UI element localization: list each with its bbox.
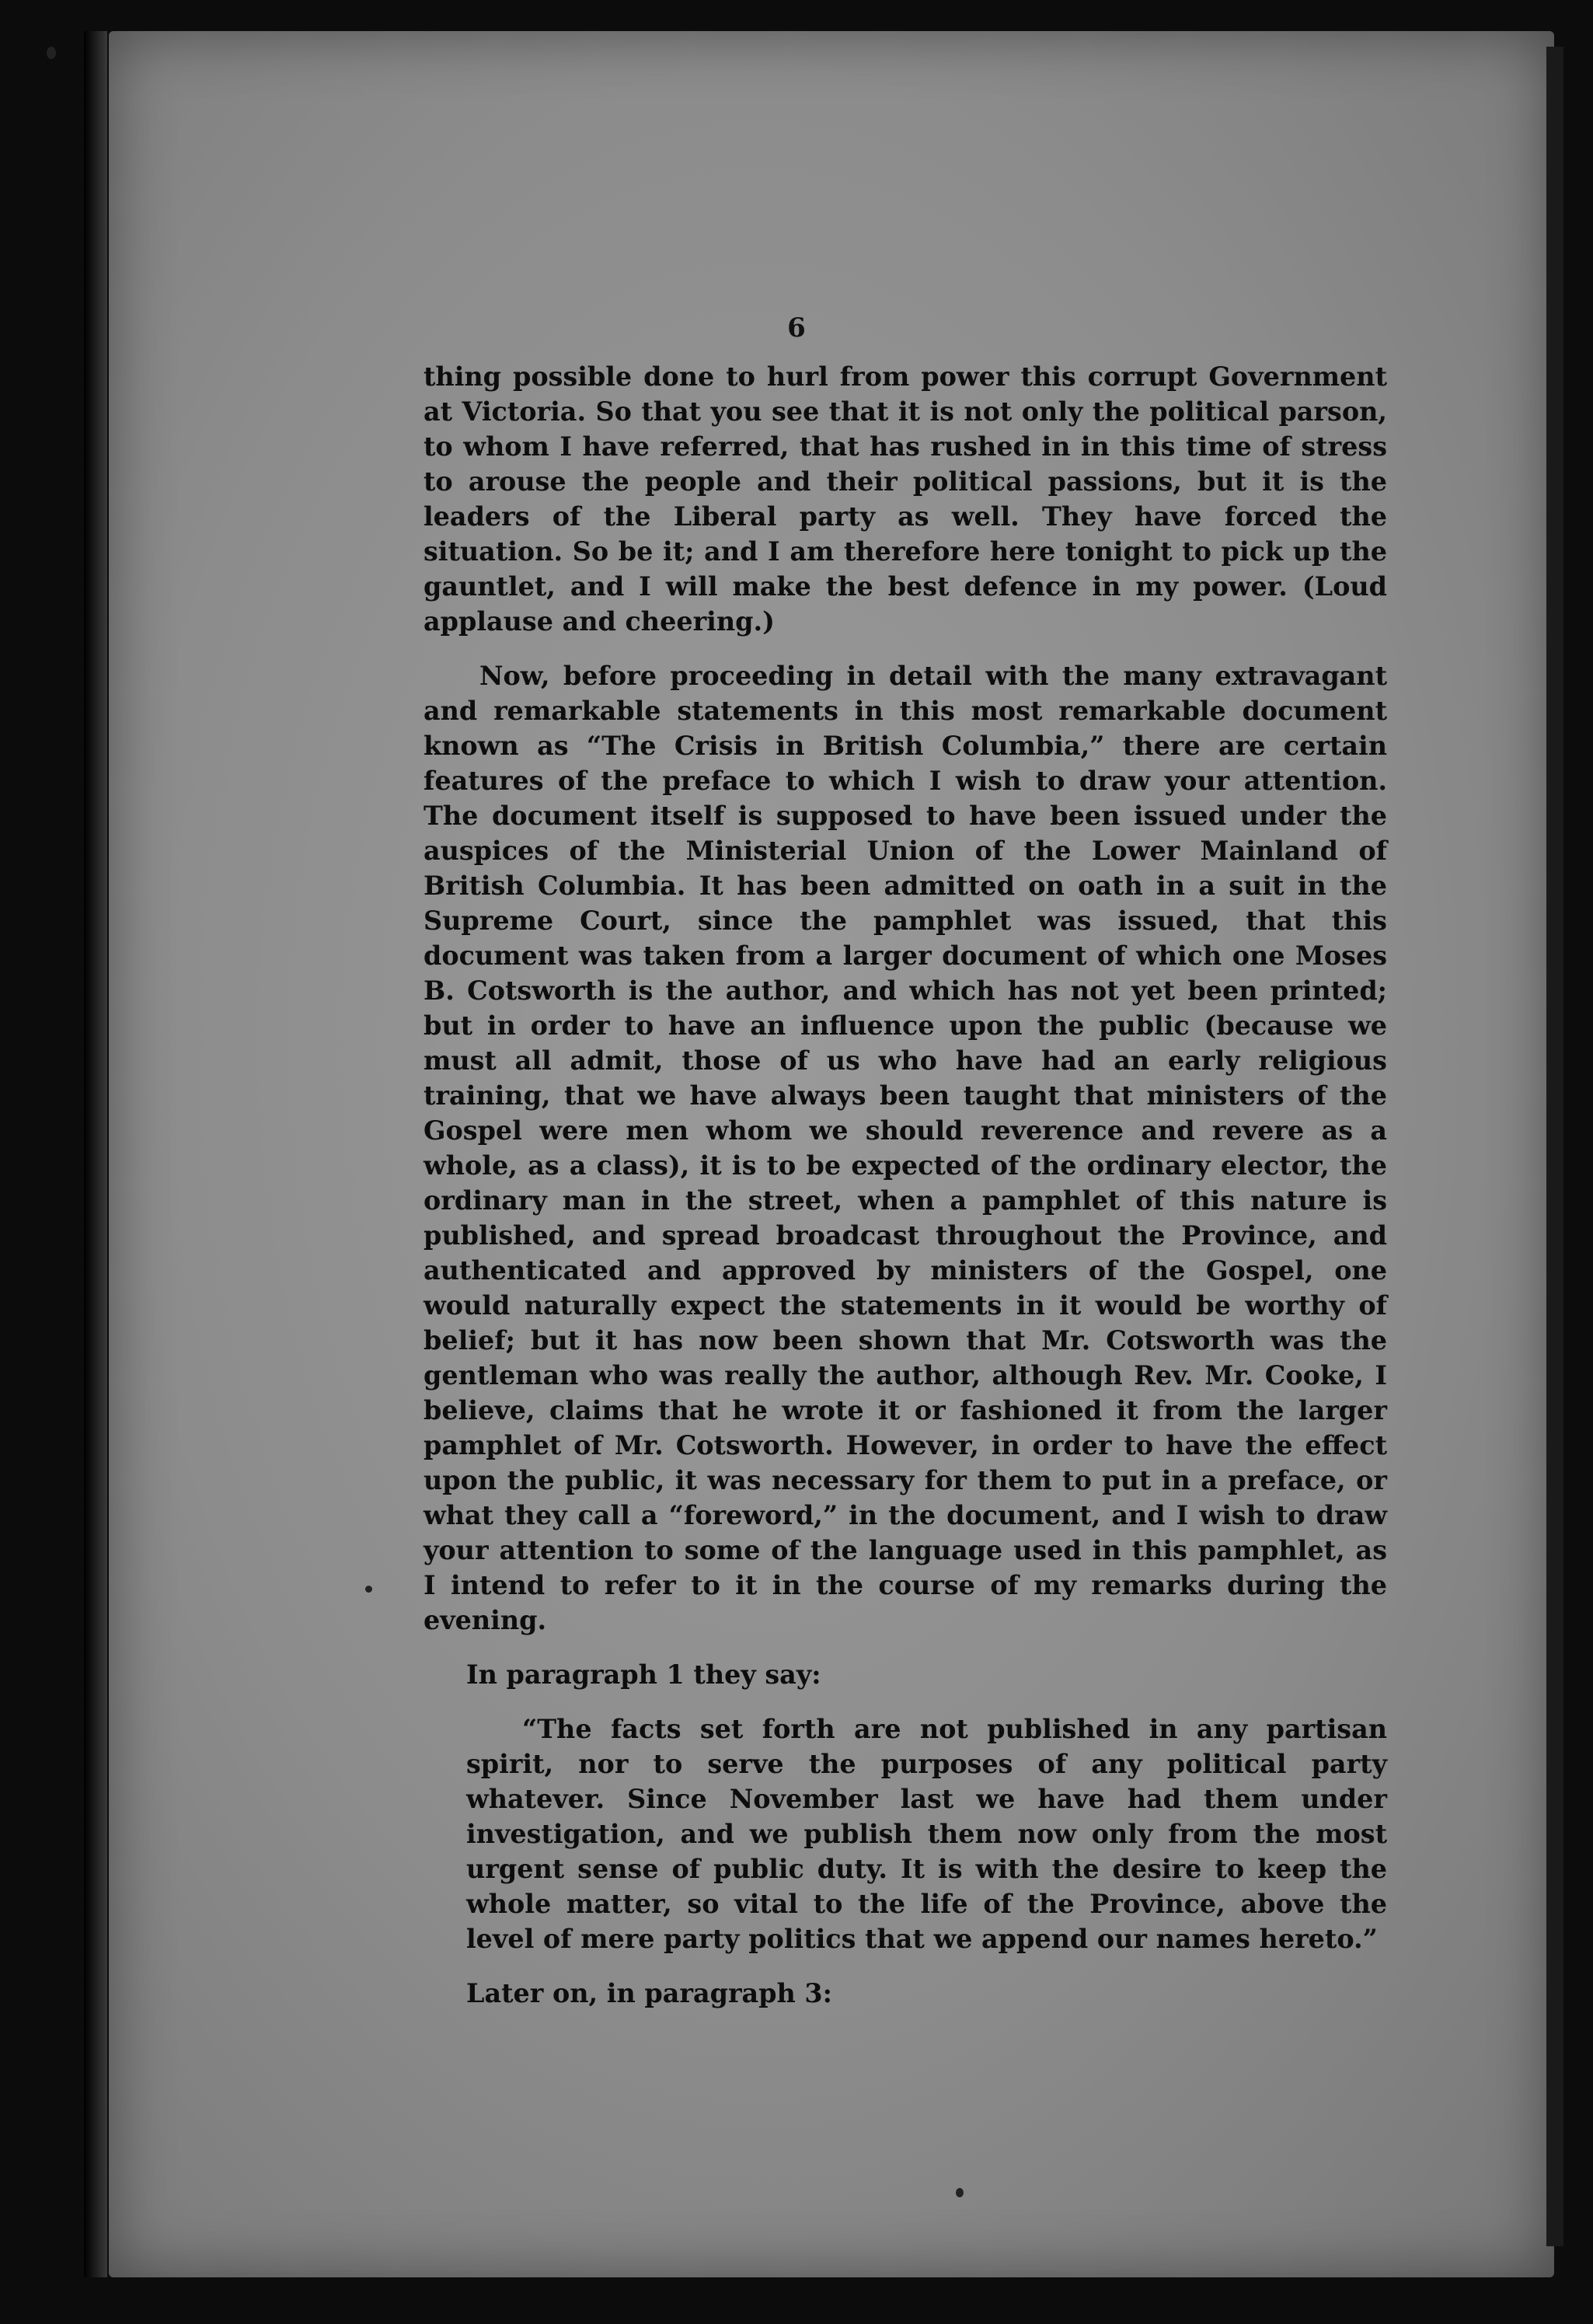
book-binding-edge: [84, 31, 107, 2277]
paragraph-continuation: thing possible done to hurl from power this corrupt Government at Victoria. So that you see that it is not only the political parson, to whom I have referred, that has rushed in in this time of stress to arouse the people and their political passions, but it is the leaders of the Liberal party as well. They have forced the situation. So be it; and I am therefore here tonight to pick up the gauntlet, and I will make the best defence in my power. (Loud applause and cheering.): [424, 361, 1387, 637]
quote-lead-paragraph-1: In paragraph 1 they say:: [466, 1659, 821, 1690]
page-right-edge: [1546, 47, 1563, 2246]
margin-speck: [47, 47, 56, 59]
paragraph-preface-discussion: Now, before proceeding in detail with the many extravagant and remarkable statements in this most remarkable document known as “The Crisis in British Columbia,” there are certain features of the preface to which I wish to draw your attention. The document itself is supposed to have been issued under the auspices of the Ministerial Union of the Lower Mainland of British Columbia. It has been admitted on oath in a suit in the Supreme Court, since the pamphlet was issued, that this document was taken from a larger document of which one Moses B. Cotsworth is the author, and which has not yet been printed; but in order to have an influence upon the public (because we must all admit, those of us who have had an early religious training, that we have always been taught that ministers of the Gospel were men whom we should reverence and revere as a whole, as a class), it is to be expected of the ordinary elector, the ordinary man in the street, when a pamphlet of this nature is published, and spread broadcast throughout the Province, and authenticated and approved by ministers of the Gospel, one would naturally expect the statements in it would be worthy of belief; but it has now been shown that Mr. Cotsworth was the gentleman who was really the author, although Rev. Mr. Cooke, I believe, claims that he wrote it or fashioned it from the larger pamphlet of Mr. Cotsworth. However, in order to have the effect upon the public, it was necessary for them to put in a preface, or what they call a “foreword,” in the document, and I wish to draw your attention to some of the language used in this pamphlet, as I intend to refer to it in the course of my remarks during the evening.: [424, 661, 1387, 1635]
page-number: 6: [787, 312, 806, 344]
margin-speck: [365, 1586, 372, 1593]
quote-lead-paragraph-3: Later on, in paragraph 3:: [466, 1978, 832, 2008]
body-text: [424, 359, 1387, 2030]
margin-speck: [956, 2188, 964, 2197]
block-quote: “The facts set forth are not published in any partisan spirit, nor to serve the purposes of any political party whatever. Since November last we have had them under investigation, and we publish them now only from the most urgent sense of public duty. It is with the desire to keep the whole matter, so vital to the life of the Province, above the level of mere party politics that we append our names hereto.”: [466, 1714, 1387, 1954]
